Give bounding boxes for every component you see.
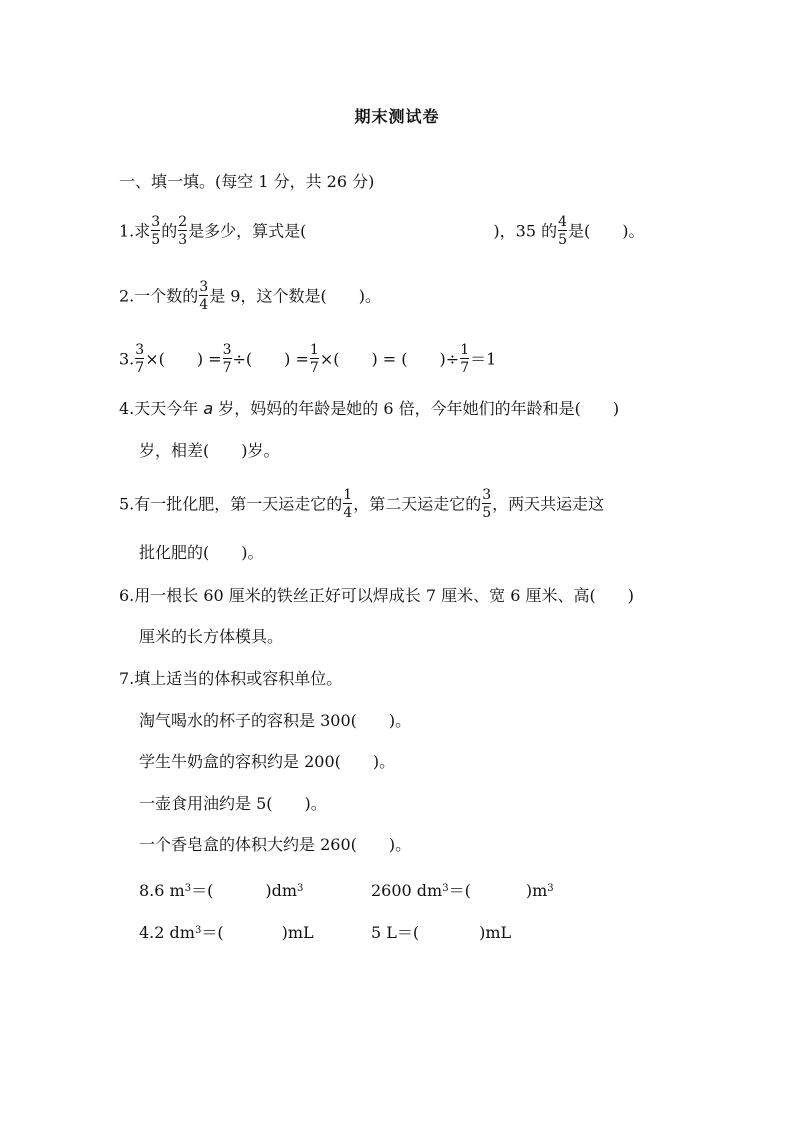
question-1 <box>119 216 645 248</box>
q1-fraction-1: $\frac{3}{5}$ <box>151 214 161 248</box>
q1-text-mid1: 的 <box>161 221 178 241</box>
q7-item-soap-box: 一个香皂盒的体积大约是 260( )。 <box>139 835 412 854</box>
q3-fraction-2: $\frac{3}{7}$ <box>222 342 232 376</box>
q1-text-post: 是( )。 <box>568 221 645 241</box>
q3-text-1: ×( ) = <box>145 349 222 369</box>
question-5-line-2: 批化肥的( )。 <box>139 543 264 562</box>
q5-text-pre: 5.有一批化肥，第一天运走它的 <box>119 494 343 514</box>
question-5-line-1 <box>119 489 604 521</box>
q7-item-milk-box: 学生牛奶盒的容积约是 200( )。 <box>139 752 396 771</box>
q1-text-pre: 1.求 <box>119 221 151 241</box>
q7-conversion-1a: 8.6 $m^3=$( )$dm^3$ <box>139 881 304 900</box>
q5-fraction-1: $\frac{1}{4}$ <box>343 487 353 521</box>
question-6-line-1: 6.用一根长 60 厘米的铁丝正好可以焊成长 7 厘米、宽 6 厘米、高( ) <box>119 586 634 605</box>
q2-text-pre: 2.一个数的 <box>119 286 199 306</box>
q3-fraction-3: $\frac{1}{7}$ <box>309 342 319 376</box>
q2-text-post: 是 9，这个数是( )。 <box>209 286 381 306</box>
question-4-line-1 <box>119 401 619 417</box>
q7-conversion-2b: 5 L＝( )mL <box>371 923 512 942</box>
q4-text-pre: 4.天天今年 <box>119 399 204 418</box>
q3-text-pre: 3. <box>119 349 135 369</box>
q3-text-3: ×( ) = ( )÷ <box>319 349 460 369</box>
q1-fraction-3: $\frac{4}{5}$ <box>558 214 568 248</box>
q5-fraction-2: $\frac{3}{5}$ <box>482 487 492 521</box>
q4-text-post: 岁，妈妈的年龄是她的 6 倍，今年她们的年龄和是( ) <box>213 399 620 418</box>
q7-item-cup: 淘气喝水的杯子的容积是 300( )。 <box>139 711 412 730</box>
q5-text-post: ，两天共运走这 <box>492 494 605 514</box>
q1-fraction-2: $\frac{2}{3}$ <box>178 214 188 248</box>
q7-item-oil: 一壶食用油约是 5( )。 <box>139 794 327 813</box>
q4-variable: a <box>203 399 214 418</box>
q3-fraction-4: $\frac{1}{7}$ <box>460 342 470 376</box>
question-7-heading: 7.填上适当的体积或容积单位。 <box>119 669 343 688</box>
q7-conversion-1b: 2600 $dm^3=$( )$m^3$ <box>371 881 554 900</box>
question-6-line-2: 厘米的长方体模具。 <box>139 627 284 646</box>
question-2 <box>119 281 381 313</box>
page-title: 期末测试卷 <box>354 107 440 126</box>
q3-text-2: ÷( ) = <box>232 349 309 369</box>
q7-conversion-2a: 4.2 $dm^3=$( )mL <box>139 923 314 942</box>
question-4-line-2: 岁，相差( )岁。 <box>139 441 280 460</box>
q3-text-4: ＝1 <box>470 349 497 369</box>
q1-text-mid3: )，35 的 <box>493 221 558 241</box>
question-3 <box>119 344 496 376</box>
q2-fraction: $\frac{3}{4}$ <box>199 279 209 313</box>
q3-fraction-1: $\frac{3}{7}$ <box>135 342 145 376</box>
section-heading: 一、填一填。(每空 1 分，共 26 分) <box>119 172 375 191</box>
q5-text-mid: ，第二天运走它的 <box>353 494 482 514</box>
q1-text-mid2: 是多少，算式是( <box>188 221 307 241</box>
